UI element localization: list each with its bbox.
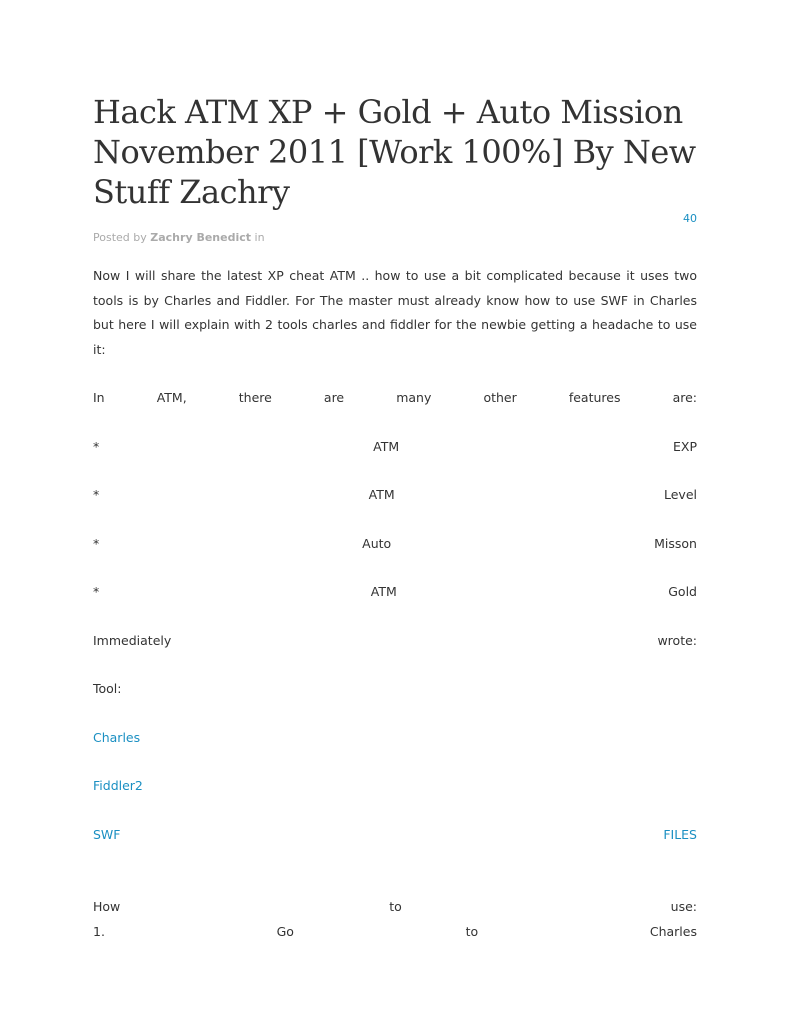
feature-item: * ATM Gold [93,584,697,599]
fiddler-link[interactable]: Fiddler2 [93,778,143,793]
files-link[interactable]: FILES [663,826,697,842]
how-to-use-line: How to use: [93,899,697,914]
post-container [93,92,697,939]
tool-label: Tool: [93,681,122,696]
immediately-line: Immediately wrote: [93,632,697,648]
feature-item: * Auto Misson [93,535,697,551]
step-1-line: 1. Go to Charles [93,923,697,939]
features-intro-line: In ATM, there are many other features are: [93,390,697,405]
post-body [93,264,697,944]
post-title: Hack ATM XP + Gold + Auto Mission November 2011 [Work 100%] By New Stuff Zachry [93,93,696,211]
byline-suffix: in [254,231,265,244]
author-link[interactable]: Zachry Benedict [150,231,252,244]
byline-prefix: Posted by [93,231,147,244]
feature-item: * ATM EXP [93,438,697,454]
post-byline [93,231,265,244]
feature-item: * ATM Level [93,487,697,502]
intro-paragraph: Now I will share the latest XP cheat ATM .. how to use a bit complicated because it uses two tools is by Charles and Fiddler. For The master must already know how to use SWF in Charles but here I will explain with 2 tools charles and fiddler for the newbie getting a headache to use it: [93,268,697,357]
swf-link[interactable]: SWF [93,826,121,842]
swf-files-line [93,823,697,848]
comment-count-link[interactable]: 40 [683,212,697,225]
charles-link[interactable]: Charles [93,729,141,745]
